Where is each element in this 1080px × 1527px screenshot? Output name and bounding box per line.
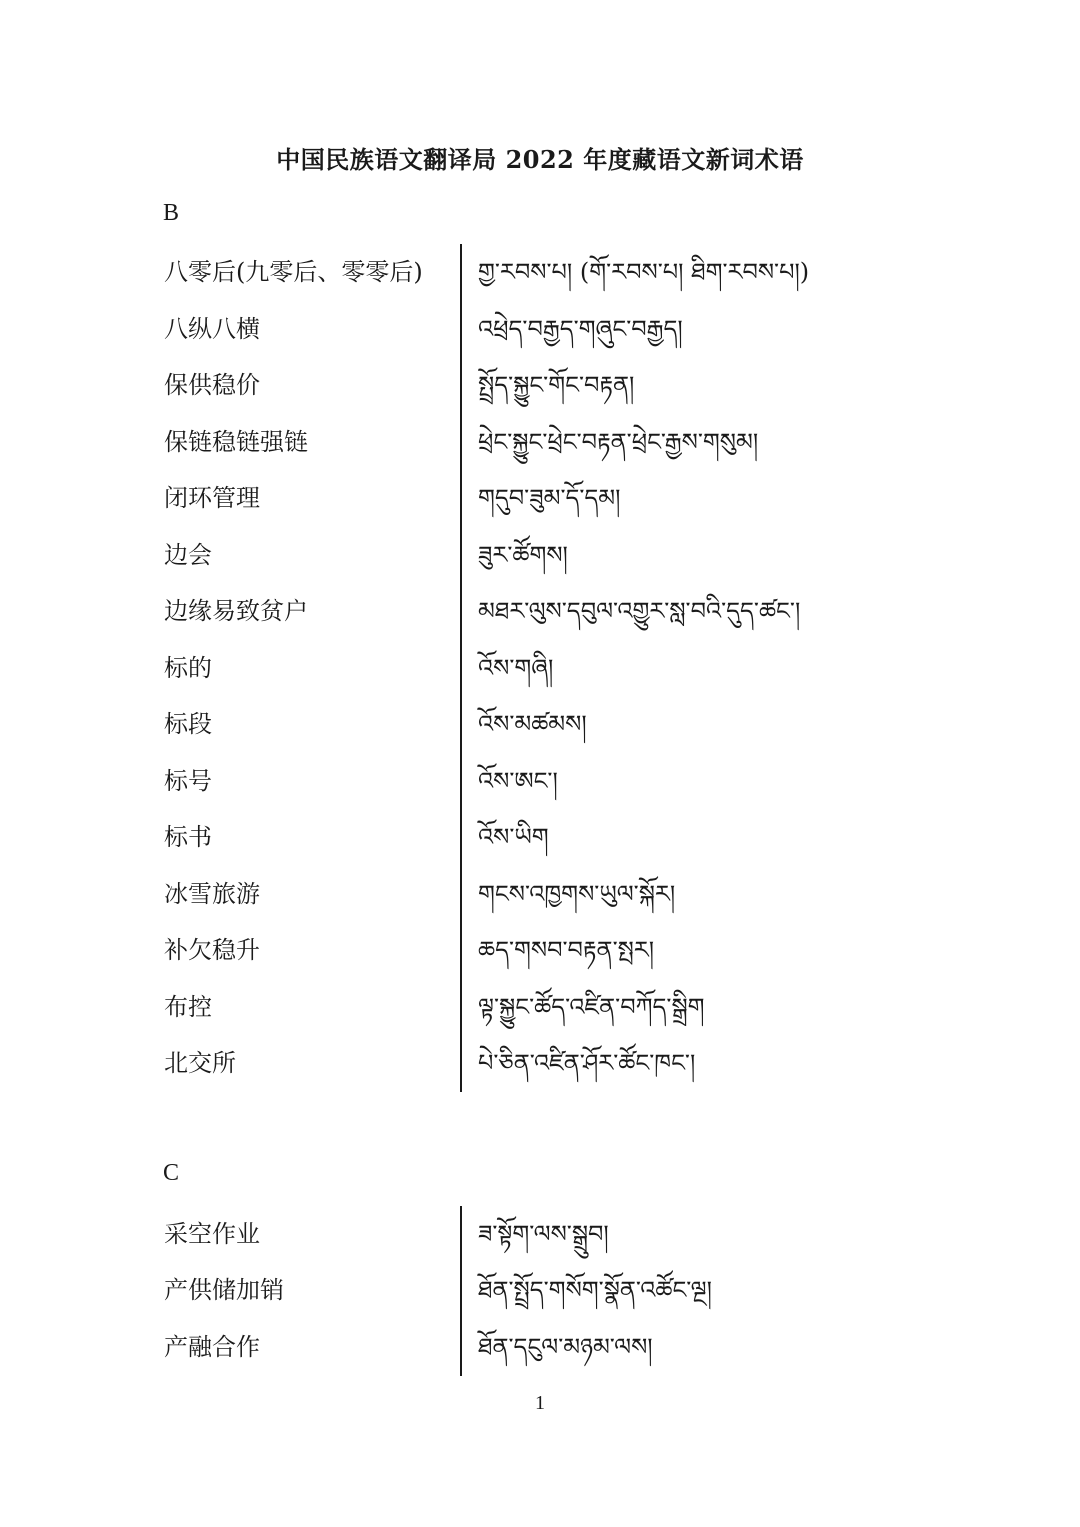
list-item [0,648,1080,704]
term-tibetan: འོས་ཡིག [478,823,549,851]
term-tibetan: ཐོན་དངུལ་མཉམ་ལས། [478,1333,653,1361]
term-tibetan: མཐར་ལུས་དབུལ་འགྱུར་སླ་བའི་དུད་ཚང་། [478,597,801,625]
term-tibetan: གདུབ་ཟུམ་དོ་དམ། [478,484,621,512]
list-item [0,535,1080,591]
term-tibetan: འོས་མཚམས། [478,710,587,738]
term-tibetan: ལྟ་སྐྱུང་ཚོད་འཛིན་བཀོད་སྒྲིག [478,993,705,1021]
term-tibetan: པེ་ཅིན་འཛིན་ཤོར་ཚོང་ཁང་། [478,1049,696,1077]
list-item [0,1270,1080,1326]
term-chinese: 标的 [164,654,212,682]
list-item [0,817,1080,873]
term-tibetan: ཆད་གསབ་བརྟན་སྤར། [478,936,655,964]
list-item [0,704,1080,760]
term-chinese: 补欠稳升 [164,936,260,964]
term-chinese: 标段 [164,710,212,738]
term-tibetan: ཐོན་སྤྲོད་གསོག་སྣོན་འཚོང་ལྔ། [478,1276,712,1304]
list-item [0,1327,1080,1383]
term-chinese: 产融合作 [164,1333,260,1361]
page-number: 1 [535,1392,545,1414]
term-chinese: 北交所 [164,1049,236,1077]
term-chinese: 边会 [164,541,212,569]
term-tibetan: ཟ་སྟོག་ལས་སྒྲུབ། [478,1220,609,1248]
term-tibetan: འོས་ཨང་། [478,767,558,795]
term-tibetan: འཕྲེད་བརྒྱད་གཞུང་བརྒྱད། [478,315,683,343]
list-item [0,591,1080,647]
term-chinese: 冰雪旅游 [164,880,260,908]
list-item [0,930,1080,986]
list-item [0,252,1080,308]
section-letter: B [163,200,180,226]
term-chinese: 八零后(九零后、零零后) [164,258,423,286]
term-chinese: 采空作业 [164,1220,260,1248]
section-letter: C [163,1160,180,1186]
term-tibetan: སྤྲོད་སྐྱུང་གོང་བརྟན། [478,371,635,399]
list-item [0,1043,1080,1099]
term-chinese: 边缘易致贫户 [164,597,308,625]
term-chinese: 标号 [164,767,212,795]
term-tibetan: གྱ་རབས་པ། (གོ་རབས་པ། ཐིག་རབས་པ།) [478,258,810,286]
term-chinese: 产供储加销 [164,1276,284,1304]
term-chinese: 保链稳链强链 [164,428,308,456]
list-item [0,874,1080,930]
term-tibetan: ཕྲེང་སྐྱུང་ཕྲེང་བརྟན་ཕྲེང་རྒྱས་གསུམ། [478,428,759,456]
list-item [0,365,1080,421]
list-item [0,309,1080,365]
term-tibetan: ཟུར་ཚོགས། [478,541,568,569]
list-item [0,478,1080,534]
term-chinese: 保供稳价 [164,371,260,399]
term-tibetan: འོས་གཞི། [478,654,554,682]
term-chinese: 标书 [164,823,212,851]
term-chinese: 布控 [164,993,212,1021]
term-tibetan: གངས་འཁྱགས་ཡུལ་སྐོར། [478,880,676,908]
page-title: 中国民族语文翻译局 2022 年度藏语文新词术语 [276,145,804,174]
list-item [0,1214,1080,1270]
list-item [0,761,1080,817]
term-chinese: 八纵八横 [164,315,260,343]
term-chinese: 闭环管理 [164,484,260,512]
list-item [0,422,1080,478]
list-item [0,987,1080,1043]
